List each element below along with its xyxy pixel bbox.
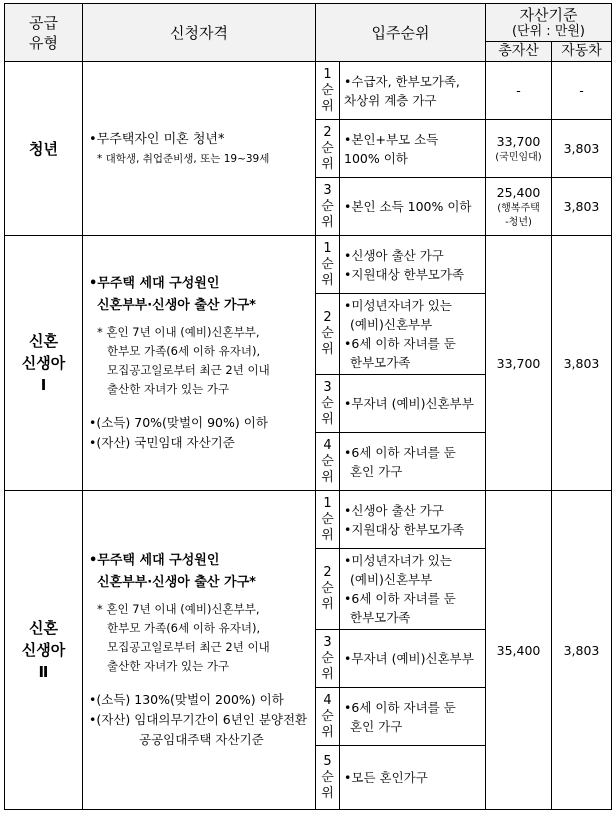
rank-label: 1 순 위 bbox=[316, 491, 340, 549]
rank-order: •무자녀 (예비)신혼부부 bbox=[340, 630, 486, 688]
rank-order: •6세 이하 자녀를 둔 혼인 가구 bbox=[340, 433, 486, 491]
rank-label: 1 순 위 bbox=[316, 236, 340, 294]
total-asset-value: 25,400 (행복주택 -청년) bbox=[486, 178, 552, 236]
total-asset-value: - bbox=[486, 62, 552, 120]
car-value: 3,803 bbox=[552, 491, 612, 810]
header-asset: 자산기준 (단위 : 만원) bbox=[486, 4, 612, 42]
youth-type: 청년 bbox=[5, 62, 83, 236]
rank-label: 4 순 위 bbox=[316, 433, 340, 491]
rank-order: •미성년자녀가 있는 (예비)신혼부부 •6세 이하 자녀를 둔 한부모가족 bbox=[340, 549, 486, 630]
youth-rank-1-row bbox=[5, 62, 612, 120]
rank-order: •신생아 출산 가구 •지원대상 한부모가족 bbox=[340, 236, 486, 294]
rank-order: •6세 이하 자녀를 둔 혼인 가구 bbox=[340, 688, 486, 746]
total-asset-value: 33,700 (국민임대) bbox=[486, 120, 552, 178]
newlywed2-rank-1-row bbox=[5, 491, 612, 549]
rank-label: 2 순 위 bbox=[316, 294, 340, 375]
car-value: - bbox=[552, 62, 612, 120]
total-asset-value: 33,700 bbox=[486, 236, 552, 491]
car-value: 3,803 bbox=[552, 236, 612, 491]
rank-label: 5 순 위 bbox=[316, 746, 340, 810]
header-supply-type: 공급 유형 bbox=[5, 4, 83, 62]
rank-order: •수급자, 한부모가족, 차상위 계층 가구 bbox=[340, 62, 486, 120]
newlywed1-rank-1-row bbox=[5, 236, 612, 294]
header-priority: 입주순위 bbox=[316, 4, 486, 62]
rank-label: 2 순 위 bbox=[316, 120, 340, 178]
rank-label: 3 순 위 bbox=[316, 630, 340, 688]
rank-label: 3 순 위 bbox=[316, 178, 340, 236]
newlywed2-qualification: •무주택 세대 구성원인 신혼부부·신생아 출산 가구* * 혼인 7년 이내 (예비)신혼부부, 한부모 가족(6세 이하 유자녀), 모집공고일로부터 최근 2년 이내 출산한 자녀가 있는 가구 •(소득) 130%(맞벌이 200%) 이하 •(자산) 임대의무기간이 6년인 분양전환 공공임대주택 자산기준 bbox=[83, 491, 316, 810]
total-asset-value: 35,400 bbox=[486, 491, 552, 810]
car-value: 3,803 bbox=[552, 178, 612, 236]
rank-order: •모든 혼인가구 bbox=[340, 746, 486, 810]
header-total-asset: 총자산 bbox=[486, 42, 552, 62]
rank-order: •본인+부모 소득 100% 이하 bbox=[340, 120, 486, 178]
youth-qualification: •무주택자인 미혼 청년* * 대학생, 취업준비생, 또는 19~39세 bbox=[83, 62, 316, 236]
supply-criteria-table bbox=[4, 3, 612, 810]
rank-order: •미성년자녀가 있는 (예비)신혼부부 •6세 이하 자녀를 둔 한부모가족 bbox=[340, 294, 486, 375]
rank-order: •무자녀 (예비)신혼부부 bbox=[340, 375, 486, 433]
header-car: 자동차 bbox=[552, 42, 612, 62]
rank-label: 3 순 위 bbox=[316, 375, 340, 433]
newlywed1-type: 신혼 신생아 Ⅰ bbox=[5, 236, 83, 491]
rank-order: •본인 소득 100% 이하 bbox=[340, 178, 486, 236]
car-value: 3,803 bbox=[552, 120, 612, 178]
header-qualification: 신청자격 bbox=[83, 4, 316, 62]
rank-label: 2 순 위 bbox=[316, 549, 340, 630]
newlywed1-qualification: •무주택 세대 구성원인 신혼부부·신생아 출산 가구* * 혼인 7년 이내 (예비)신혼부부, 한부모 가족(6세 이하 유자녀), 모집공고일로부터 최근 2년 이내 출산한 자녀가 있는 가구 •(소득) 70%(맞벌이 90%) 이하 •(자산) 국민임대 자산기준 bbox=[83, 236, 316, 491]
newlywed2-type: 신혼 신생아 Ⅱ bbox=[5, 491, 83, 810]
rank-label: 4 순 위 bbox=[316, 688, 340, 746]
rank-order: •신생아 출산 가구 •지원대상 한부모가족 bbox=[340, 491, 486, 549]
rank-label: 1 순 위 bbox=[316, 62, 340, 120]
